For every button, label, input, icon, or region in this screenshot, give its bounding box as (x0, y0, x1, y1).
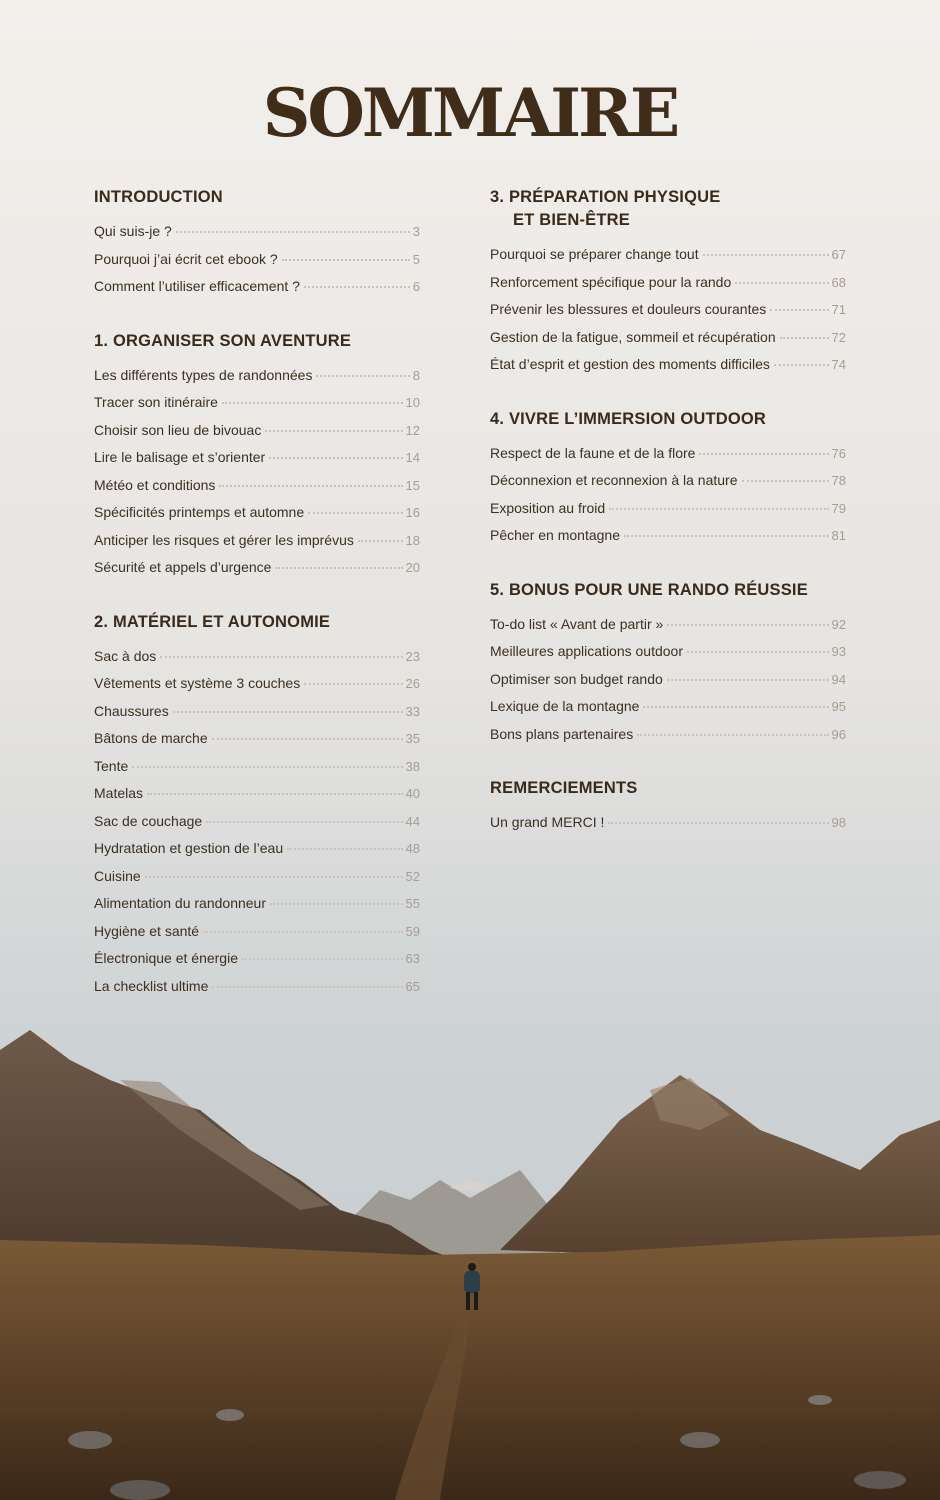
entry-label: Hygiène et santé (94, 922, 200, 939)
entry-list (490, 814, 846, 842)
section-title: REMERCIEMENTS (490, 779, 638, 797)
toc-entry[interactable] (490, 472, 846, 500)
dot-leader (173, 711, 403, 713)
dot-leader (160, 656, 402, 658)
rock (680, 1432, 720, 1448)
entry-label: Renforcement spécifique pour la rando (490, 273, 732, 290)
toc-entry[interactable] (94, 422, 420, 450)
dot-leader (699, 453, 828, 455)
dot-leader (304, 286, 410, 288)
dot-leader (304, 683, 402, 685)
toc-entry[interactable] (94, 251, 420, 279)
dot-leader (703, 254, 829, 256)
dot-leader (735, 282, 828, 284)
entry-page: 16 (405, 505, 420, 520)
entry-page: 63 (405, 951, 420, 966)
toc-entry[interactable] (94, 559, 420, 587)
section-title: INTRODUCTION (94, 188, 223, 206)
dot-leader (132, 766, 402, 768)
dot-leader (222, 402, 403, 404)
toc-entry[interactable] (94, 868, 420, 896)
toc-entry[interactable] (490, 698, 846, 726)
entry-list (94, 367, 420, 587)
dot-leader (643, 706, 828, 708)
entry-page: 72 (831, 329, 846, 345)
toc-entry[interactable] (94, 895, 420, 923)
entry-page: 18 (405, 532, 420, 548)
toc-entry[interactable] (94, 675, 420, 703)
dot-leader (637, 734, 828, 736)
mountain-landscape-illustration (0, 1020, 940, 1500)
entry-page: 92 (831, 616, 846, 632)
entry-label: Anticiper les risques et gérer les imprévus (94, 531, 354, 548)
rock (110, 1480, 170, 1500)
entry-page: 15 (405, 477, 420, 493)
dot-leader (624, 535, 829, 537)
entry-label: To-do list « Avant de partir » (490, 615, 664, 632)
toc-entry[interactable] (94, 648, 420, 676)
entry-label: Pourquoi j’ai écrit cet ebook ? (94, 250, 278, 267)
entry-list (94, 648, 420, 1006)
entry-page: 40 (405, 786, 420, 801)
entry-page: 14 (405, 450, 420, 465)
entry-page: 48 (405, 841, 420, 856)
dot-leader (206, 821, 402, 823)
entry-page: 33 (405, 703, 420, 719)
dot-leader (203, 931, 402, 933)
entry-list (490, 445, 846, 555)
toc-entry[interactable] (94, 367, 420, 395)
entry-page: 52 (405, 868, 420, 884)
toc-entry[interactable] (490, 329, 846, 357)
entry-label: Déconnexion et reconnexion à la nature (490, 472, 738, 488)
section-title: 5. BONUS POUR UNE RANDO RÉUSSIE (490, 580, 808, 599)
entry-label: Lexique de la montagne (490, 698, 640, 714)
toc-entry[interactable] (94, 223, 420, 251)
dot-leader (667, 624, 828, 626)
toc-section-immersion (490, 408, 846, 555)
toc-entry[interactable] (490, 616, 846, 644)
entry-page: 20 (405, 560, 420, 575)
section-title: 2. MATÉRIEL ET AUTONOMIE (94, 612, 331, 631)
entry-page: 6 (412, 279, 420, 294)
dot-leader (176, 231, 410, 233)
entry-label: Prévenir les blessures et douleurs courantes (490, 301, 767, 317)
dot-leader (147, 793, 403, 795)
toc-entry[interactable] (490, 643, 846, 671)
entry-label: Chaussures (94, 702, 169, 719)
entry-page: 38 (405, 758, 420, 774)
entry-label: Bons plans partenaires (490, 725, 634, 742)
section-title-line2: ET BIEN-ÊTRE (513, 211, 630, 229)
toc-entry[interactable] (94, 950, 420, 978)
entry-page: 81 (831, 528, 846, 543)
entry-page: 95 (831, 699, 846, 714)
entry-label: La checklist ultime (94, 977, 209, 994)
entry-page: 65 (405, 978, 420, 994)
toc-entry[interactable] (94, 840, 420, 868)
entry-label: Vêtements et système 3 couches (94, 675, 301, 691)
toc-entry[interactable] (490, 445, 846, 473)
entry-list (490, 246, 846, 384)
entry-page: 79 (831, 500, 846, 516)
toc-section-preparation (490, 186, 846, 384)
toc-section-introduction (94, 186, 420, 306)
entry-page: 78 (831, 473, 846, 488)
entry-label: Spécificités printemps et automne (94, 504, 305, 520)
toc-entry[interactable] (94, 394, 420, 422)
entry-page: 68 (831, 274, 846, 290)
entry-page: 44 (405, 813, 420, 829)
entry-label: Exposition au froid (490, 499, 606, 516)
entry-page: 5 (412, 251, 420, 267)
section-title: 1. ORGANISER SON AVENTURE (94, 331, 352, 350)
toc-entry[interactable] (94, 730, 420, 758)
dot-leader (308, 512, 402, 514)
dot-leader (275, 567, 402, 569)
entry-page: 59 (405, 923, 420, 939)
entry-label: Un grand MERCI ! (490, 814, 605, 830)
toc-entry[interactable] (94, 785, 420, 813)
entry-label: Matelas (94, 785, 144, 801)
entry-list (490, 616, 846, 754)
toc-entry[interactable] (94, 703, 420, 731)
entry-page: 94 (831, 671, 846, 687)
entry-label: Choisir son lieu de bivouac (94, 421, 262, 438)
toc-entry[interactable] (490, 356, 846, 384)
mountain-right (500, 1075, 940, 1265)
entry-label: Respect de la faune et de la flore (490, 444, 696, 461)
toc-entry[interactable] (94, 813, 420, 841)
dot-leader (780, 337, 829, 339)
entry-label: Pêcher en montagne (490, 527, 620, 543)
entry-label: Bâtons de marche (94, 730, 208, 746)
entry-page: 76 (831, 445, 846, 461)
rock (68, 1431, 112, 1449)
entry-label: État d’esprit et gestion des moments difficiles (490, 356, 770, 372)
entry-page: 12 (405, 422, 420, 438)
dot-leader (265, 430, 402, 432)
toc-entry[interactable] (94, 504, 420, 532)
toc-entry[interactable] (94, 278, 420, 306)
section-title (490, 186, 846, 232)
dot-leader (608, 822, 828, 824)
toc-right-column (490, 186, 846, 866)
dot-leader (270, 903, 403, 905)
entry-label: Tente (94, 757, 129, 774)
toc-entry[interactable] (94, 758, 420, 786)
toc-entry[interactable] (490, 500, 846, 528)
toc-entry[interactable] (490, 246, 846, 274)
entry-page: 35 (405, 731, 420, 746)
entry-page: 71 (831, 302, 846, 317)
entry-page: 93 (831, 644, 846, 659)
rock (216, 1409, 244, 1421)
toc-entry[interactable] (490, 301, 846, 329)
entry-page: 8 (412, 367, 420, 383)
dot-leader (358, 540, 403, 542)
dot-leader (212, 986, 402, 988)
dot-leader (742, 480, 829, 482)
section-title: 4. VIVRE L’IMMERSION OUTDOOR (490, 409, 767, 428)
dot-leader (212, 738, 403, 740)
entry-page: 74 (831, 357, 846, 372)
section-title-line1: 3. PRÉPARATION PHYSIQUE (490, 188, 721, 206)
entry-label: Tracer son itinéraire (94, 394, 218, 410)
toc-entry[interactable] (490, 274, 846, 302)
rock (854, 1471, 906, 1489)
entry-label: Optimiser son budget rando (490, 670, 663, 687)
toc-entry[interactable] (94, 978, 420, 1006)
entry-label: Qui suis-je ? (94, 223, 172, 239)
dot-leader (667, 679, 829, 681)
entry-label: Électronique et énergie (94, 950, 238, 966)
dot-leader (219, 485, 402, 487)
toc-left-column (94, 186, 420, 1029)
dot-leader (687, 651, 829, 653)
toc-entry[interactable] (94, 532, 420, 560)
entry-label: Sac à dos (94, 647, 157, 664)
entry-label: Cuisine (94, 867, 141, 884)
toc-entry[interactable] (490, 726, 846, 754)
toc-section-materiel (94, 611, 420, 1006)
dot-leader (316, 375, 409, 377)
entry-page: 26 (405, 676, 420, 691)
toc-entry[interactable] (490, 671, 846, 699)
toc-section-remerciements (490, 777, 846, 842)
entry-list (94, 223, 420, 306)
rock (808, 1395, 832, 1405)
entry-label: Hydratation et gestion de l’eau (94, 840, 284, 856)
entry-page: 55 (405, 896, 420, 911)
dot-leader (145, 876, 403, 878)
entry-label: Lire le balisage et s’orienter (94, 449, 266, 465)
dot-leader (282, 259, 410, 261)
dot-leader (774, 364, 829, 366)
entry-label: Alimentation du randonneur (94, 895, 267, 911)
toc-entry[interactable] (94, 923, 420, 951)
entry-page: 3 (412, 224, 420, 239)
toc-entry[interactable] (490, 527, 846, 555)
entry-page: 10 (405, 395, 420, 410)
entry-label: Sécurité et appels d’urgence (94, 559, 272, 575)
entry-label: Gestion de la fatigue, sommeil et récupération (490, 328, 776, 345)
toc-entry[interactable] (94, 477, 420, 505)
page-title: SOMMAIRE (262, 74, 678, 152)
dot-leader (287, 848, 402, 850)
entry-label: Les différents types de randonnées (94, 366, 313, 383)
dot-leader (269, 457, 402, 459)
entry-page: 98 (831, 815, 846, 830)
dot-leader (609, 508, 828, 510)
dot-leader (242, 958, 403, 960)
dot-leader (770, 309, 828, 311)
entry-label: Sac de couchage (94, 812, 203, 829)
toc-section-organiser (94, 330, 420, 587)
entry-page: 67 (831, 247, 846, 262)
toc-entry[interactable] (490, 814, 846, 842)
entry-label: Météo et conditions (94, 476, 216, 493)
entry-label: Pourquoi se préparer change tout (490, 246, 699, 262)
entry-label: Meilleures applications outdoor (490, 643, 683, 659)
toc-section-bonus (490, 579, 846, 754)
entry-page: 96 (831, 726, 846, 742)
toc-entry[interactable] (94, 449, 420, 477)
entry-label: Comment l’utiliser efficacement ? (94, 278, 300, 294)
entry-page: 23 (405, 648, 420, 664)
